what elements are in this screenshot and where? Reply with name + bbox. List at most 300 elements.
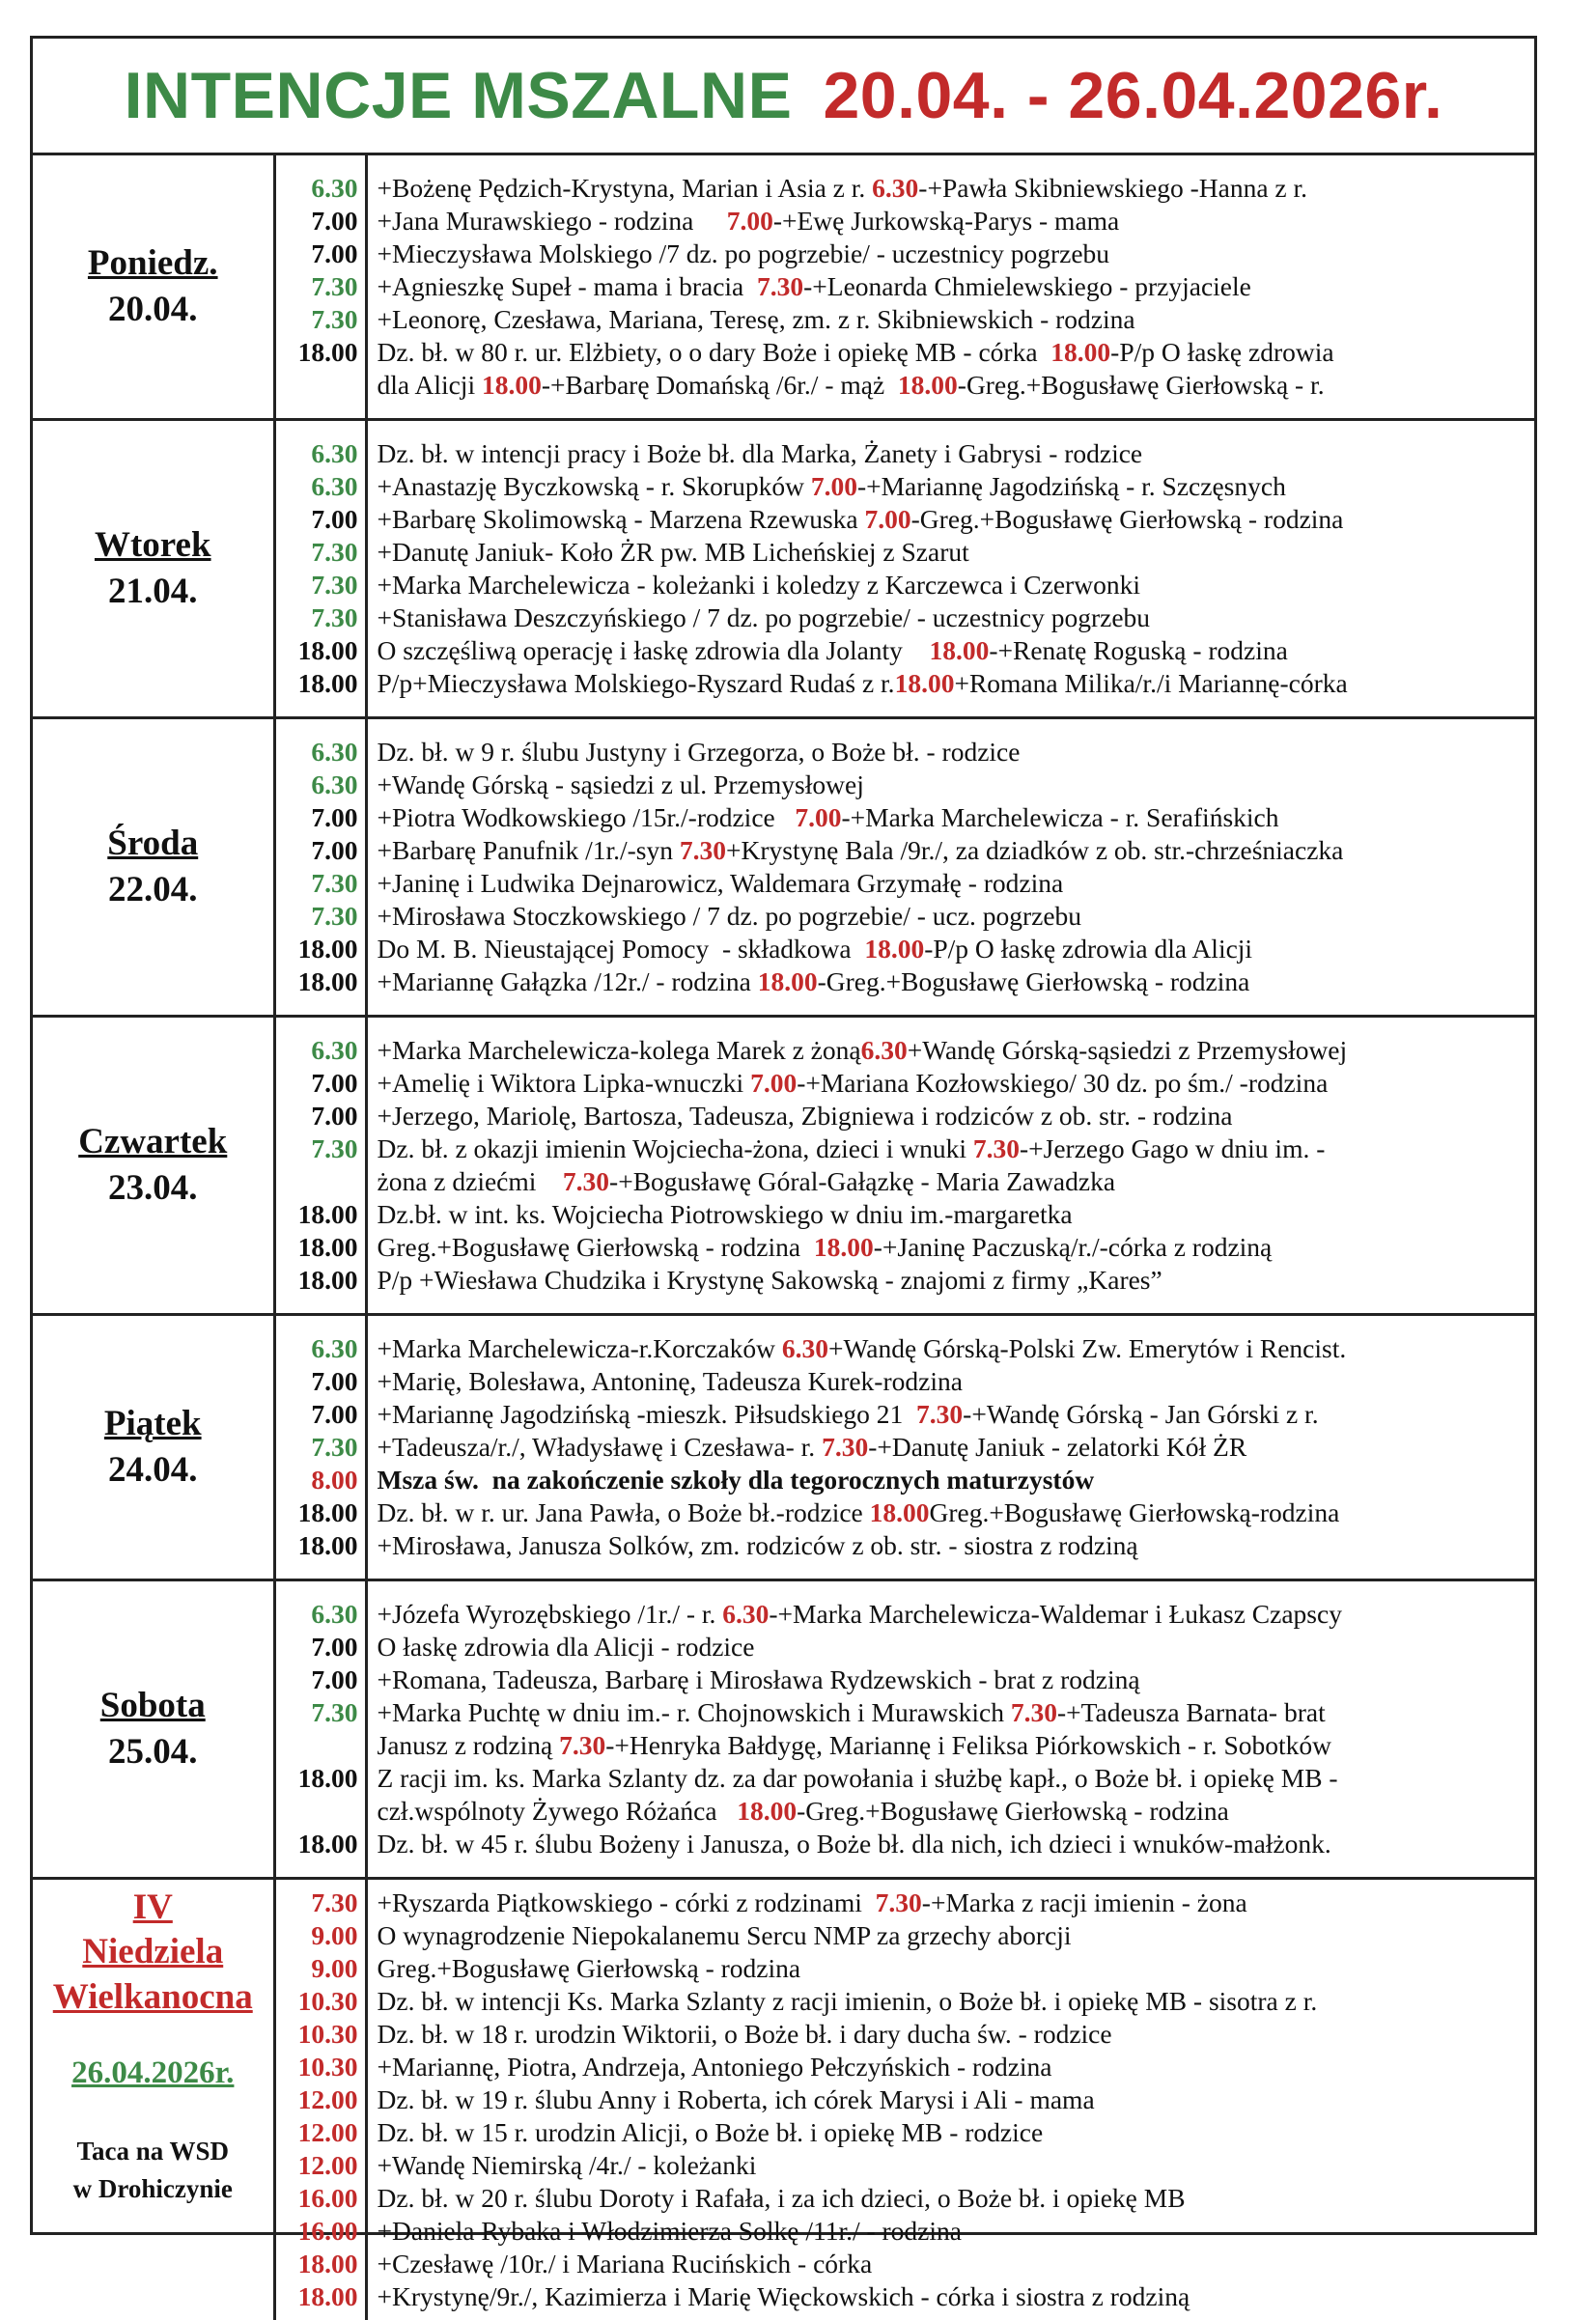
- inline-mass-time: 18.00: [929, 635, 989, 665]
- intention-text: +Mirosława Stoczkowskiego / 7 dz. po pogrzebie/ - ucz. pogrzebu: [378, 901, 1082, 931]
- mass-time: 18.00: [276, 2248, 358, 2280]
- inline-mass-time: 6.30: [872, 173, 918, 203]
- intention-line-content: [378, 172, 1308, 205]
- intention-text: -P/p O łaskę zdrowia: [1110, 337, 1333, 367]
- intention-line-content: [378, 470, 1286, 503]
- intention-text: -+Marka z racji imienin - żona: [922, 1887, 1247, 1917]
- intention-line-content: [378, 336, 1334, 369]
- intention-line: [378, 569, 1535, 601]
- mass-time: 18.00: [276, 1828, 358, 1860]
- intention-line: [378, 1529, 1535, 1562]
- mass-time: 7.30: [276, 900, 358, 933]
- inline-mass-time: 7.30: [822, 1432, 868, 1462]
- intention-line-content: [378, 205, 1120, 238]
- intention-text: Dz. bł. w intencji Ks. Marka Szlanty z racji imienin, o Boże bł. i opiekę MB - sisotra z r.: [378, 1986, 1318, 2016]
- intention-text: P/p +Wiesława Chudzika i Krystynę Sakowską - znajomi z firmy „Kares”: [378, 1265, 1162, 1295]
- intention-line-content: [378, 270, 1251, 303]
- intention-text: +Czesławę /10r./ i Mariana Rucińskich - córka: [378, 2249, 873, 2278]
- intention-text: -+Renatę Roguską - rodzina: [989, 635, 1288, 665]
- intention-line-content: [378, 2215, 962, 2248]
- inline-mass-time: 7.30: [1011, 1697, 1057, 1727]
- intention-text: +Romana Milika/r./i Mariannę-córka: [954, 668, 1347, 698]
- intention-line-content: [378, 900, 1082, 933]
- intention-line-content: [378, 1696, 1326, 1729]
- inline-mass-time: 7.00: [750, 1068, 797, 1098]
- day-row: [33, 1580, 1534, 1879]
- intention-line-content: [378, 933, 1253, 965]
- mass-time: 18.00: [276, 1264, 358, 1297]
- times-cell: [274, 1879, 366, 2320]
- day-date: 21.04.: [33, 569, 273, 615]
- mass-time: 7.30: [276, 270, 358, 303]
- mass-time: 7.30: [276, 536, 358, 569]
- intention-text: +Wandę Niemirską /4r./ - koleżanki: [378, 2150, 757, 2180]
- intention-line-content: [378, 369, 1325, 402]
- intention-text: +Marka Marchelewicza-r.Korczaków: [378, 1333, 782, 1363]
- mass-time: 7.00: [276, 1663, 358, 1696]
- intention-text: -+Henryka Bałdygę, Mariannę i Feliksa Piórkowskich - r. Sobotków: [605, 1730, 1331, 1760]
- inline-mass-time: 7.30: [563, 1166, 609, 1196]
- intention-text: +Krystynę/9r./, Kazimierza i Marię Więckowskich - córka i siostra z rodziną: [378, 2281, 1190, 2311]
- intention-text: +Mariannę Gałązka /12r./ - rodzina: [378, 966, 758, 996]
- intention-text: Greg.+Bogusławę Gierłowską - rodzina: [378, 1953, 801, 1983]
- intentions-table: [33, 155, 1534, 2320]
- mass-time: 18.00: [276, 2280, 358, 2313]
- intention-line: [378, 1264, 1535, 1297]
- intention-line-content: [378, 2149, 757, 2182]
- intention-line: [378, 369, 1535, 402]
- intention-text: -+Ewę Jurkowską-Parys - mama: [773, 206, 1119, 236]
- intention-text: +Danutę Janiuk- Koło ŻR pw. MB Licheńskiej z Szarut: [378, 537, 969, 567]
- mass-time: 7.00: [276, 205, 358, 238]
- intention-text: Do M. B. Nieustającej Pomocy - składkowa: [378, 934, 865, 964]
- day-cell: [33, 1315, 274, 1580]
- times-cell: [274, 718, 366, 1017]
- page-title: INTENCJE MSZALNE: [125, 59, 793, 132]
- intention-text: +Mariannę Jagodzińską -mieszk. Piłsudskiego 21: [378, 1399, 917, 1429]
- mass-time: 6.30: [276, 1034, 358, 1067]
- intention-text: Z racji im. ks. Marka Szlanty dz. za dar powołania i służbę kapł., o Boże bł. i opiekę MB -: [378, 1763, 1338, 1793]
- intention-line-content: [378, 1165, 1116, 1198]
- mass-time: 7.00: [276, 1365, 358, 1398]
- intention-line-content: [378, 1598, 1342, 1631]
- intention-text: +Mariannę, Piotra, Andrzeja, Antoniego Pełczyńskich - rodzina: [378, 2052, 1052, 2082]
- intention-text: -+Tadeusza Barnata- brat: [1057, 1697, 1326, 1727]
- intention-line: [378, 2149, 1535, 2182]
- intention-text: +Stanisława Deszczyńskiego / 7 dz. po pogrzebie/ - uczestnicy pogrzebu: [378, 602, 1151, 632]
- intention-line: [378, 470, 1535, 503]
- intention-line-content: [378, 2182, 1186, 2215]
- intention-line-content: [378, 2280, 1190, 2313]
- intention-text: Dz. bł. w r. ur. Jana Pawła, o Boże bł.-rodzice: [378, 1497, 870, 1527]
- intention-text: Dz. bł. z okazji imienin Wojciecha-żona, dzieci i wnuki: [378, 1133, 973, 1163]
- intention-text: Greg.+Bogusławę Gierłowską-rodzina: [930, 1497, 1340, 1527]
- intention-text: dla Alicji: [378, 370, 482, 400]
- inline-mass-time: 18.00: [898, 370, 958, 400]
- intention-line: [378, 834, 1535, 867]
- intention-text: +Marka Marchelewicza-kolega Marek z żoną: [378, 1035, 861, 1065]
- inline-mass-time: 7.00: [727, 206, 773, 236]
- intention-line-content: [378, 1631, 755, 1663]
- intention-text: czł.wspólnoty Żywego Różańca: [378, 1796, 738, 1826]
- intentions-cell: [366, 155, 1534, 420]
- intention-line: [378, 1198, 1535, 1231]
- day-row: [33, 420, 1534, 718]
- intention-text: +Wandę Górską - sąsiedzi z ul. Przemysłowej: [378, 769, 864, 799]
- mass-time: 18.00: [276, 1529, 358, 1562]
- intention-line-content: [378, 303, 1135, 336]
- intention-text: -Greg.+Bogusławę Gierłowską - r.: [958, 370, 1325, 400]
- intention-line-content: [378, 1365, 963, 1398]
- day-date: 20.04.: [33, 287, 273, 333]
- mass-time: [276, 369, 358, 402]
- mass-time: 16.00: [276, 2215, 358, 2248]
- day-cell: [33, 718, 274, 1017]
- mass-time: 12.00: [276, 2083, 358, 2116]
- intention-text: -+Danutę Janiuk - zelatorki Kół ŻR: [868, 1432, 1246, 1462]
- intention-text: -P/p O łaskę zdrowia dla Alicji: [924, 934, 1252, 964]
- mass-time: 18.00: [276, 1231, 358, 1264]
- intentions-cell: [366, 718, 1534, 1017]
- intention-text: Msza św. na zakończenie szkoły dla tegorocznych maturzystów: [378, 1465, 1095, 1495]
- mass-time: 10.30: [276, 2018, 358, 2051]
- intentions-sheet: [30, 36, 1537, 2235]
- day-name: Wtorek: [33, 522, 273, 569]
- intention-text: +Marię, Bolesława, Antoninę, Tadeusza Kurek-rodzina: [378, 1366, 963, 1396]
- intention-text: +Marka Marchelewicza - koleżanki i koledzy z Karczewca i Czerwonki: [378, 570, 1140, 600]
- intention-line: [378, 1431, 1535, 1464]
- times-cell: [274, 1580, 366, 1879]
- mass-time: 18.00: [276, 965, 358, 998]
- day-name: Środa: [33, 821, 273, 867]
- intention-line-content: [378, 769, 864, 801]
- intention-line-content: [378, 1067, 1329, 1100]
- intention-line-content: [378, 2248, 873, 2280]
- inline-mass-time: 7.30: [876, 1887, 922, 1917]
- intention-line: [378, 1067, 1535, 1100]
- intention-text: +Agnieszkę Supeł - mama i bracia: [378, 271, 758, 301]
- intention-line: [378, 503, 1535, 536]
- intention-text: -+Mariannę Jagodzińską - r. Szczęsnych: [857, 471, 1286, 501]
- intention-line-content: [378, 667, 1348, 700]
- intention-line: [378, 1828, 1535, 1860]
- intention-line: [378, 437, 1535, 470]
- intention-line: [378, 1100, 1535, 1132]
- intention-text: +Mieczysława Molskiego /7 dz. po pogrzebie/ - uczestnicy pogrzebu: [378, 238, 1110, 268]
- intention-line-content: [378, 1464, 1095, 1496]
- mass-time: 7.00: [276, 1398, 358, 1431]
- intention-line-content: [378, 1431, 1247, 1464]
- mass-time: [276, 1729, 358, 1762]
- mass-time: 7.00: [276, 834, 358, 867]
- intention-line-content: [378, 1762, 1338, 1795]
- intention-text: Dz. bł. w 18 r. urodzin Wiktorii, o Boże bł. i dary ducha św. - rodzice: [378, 2019, 1112, 2049]
- intention-text: +Daniela Rybaka i Włodzimierza Solkę /11r./ - rodzina: [378, 2216, 962, 2246]
- inline-mass-time: 7.30: [757, 271, 803, 301]
- day-name: Piątek: [33, 1401, 273, 1447]
- intention-line-content: [378, 1332, 1347, 1365]
- intention-text: -+Barbarę Domańską /6r./ - mąż: [542, 370, 898, 400]
- intention-line-content: [378, 736, 1021, 769]
- intention-line-content: [378, 965, 1250, 998]
- mass-time: 6.30: [276, 470, 358, 503]
- day-cell: [33, 420, 274, 718]
- intentions-cell: [366, 1315, 1534, 1580]
- intention-line-content: [378, 1264, 1162, 1297]
- intention-text: +Romana, Tadeusza, Barbarę i Mirosława Rydzewskich - brat z rodziną: [378, 1664, 1140, 1694]
- inline-mass-time: 7.00: [865, 504, 911, 534]
- day-name-line: Niedziela: [33, 1930, 273, 1974]
- intention-line-content: [378, 1828, 1331, 1860]
- mass-time: 8.00: [276, 1464, 358, 1496]
- times-cell: [274, 1017, 366, 1315]
- intention-line-content: [378, 1198, 1073, 1231]
- day-name: Sobota: [33, 1683, 273, 1729]
- mass-time: 16.00: [276, 2182, 358, 2215]
- intention-line-content: [378, 2083, 1095, 2116]
- intention-text: +Józefa Wyrozębskiego /1r./ - r.: [378, 1599, 723, 1629]
- intention-line: [378, 1663, 1535, 1696]
- mass-time: 7.30: [276, 867, 358, 900]
- intention-line: [378, 1165, 1535, 1198]
- inline-mass-time: 7.30: [973, 1133, 1020, 1163]
- inline-mass-time: 7.00: [811, 471, 857, 501]
- intention-line: [378, 867, 1535, 900]
- intention-line-content: [378, 437, 1143, 470]
- intention-text: +Marka Puchtę w dniu im.- r. Chojnowskich i Murawskich: [378, 1697, 1011, 1727]
- inline-mass-time: 18.00: [864, 934, 924, 964]
- inline-mass-time: 18.00: [758, 966, 818, 996]
- intention-line-content: [378, 1496, 1340, 1529]
- mass-time: 18.00: [276, 1762, 358, 1795]
- intention-text: +Janinę i Ludwika Dejnarowicz, Waldemara Grzymałę - rodzina: [378, 868, 1064, 898]
- intention-text: O łaskę zdrowia dla Alicji - rodzice: [378, 1632, 755, 1662]
- intention-line-content: [378, 1985, 1318, 2018]
- times-cell: [274, 155, 366, 420]
- intention-line: [378, 238, 1535, 270]
- mass-time: 7.30: [276, 601, 358, 634]
- mass-time: 7.00: [276, 503, 358, 536]
- intention-line: [378, 801, 1535, 834]
- day-name-line: IV: [33, 1886, 273, 1930]
- mass-time: 7.30: [276, 1431, 358, 1464]
- intention-line: [378, 1919, 1535, 1952]
- intention-line: [378, 1762, 1535, 1795]
- date-range: 20.04. - 26.04.2026r.: [823, 59, 1442, 132]
- intention-line-content: [378, 536, 969, 569]
- intention-text: -+Bogusławę Góral-Gałązkę - Maria Zawadzka: [609, 1166, 1115, 1196]
- intention-line: [378, 1952, 1535, 1985]
- intention-line-content: [378, 834, 1344, 867]
- intention-text: -Greg.+Bogusławę Gierłowską - rodzina: [818, 966, 1250, 996]
- intention-text: -+Marka Marchelewicza - r. Serafińskich: [841, 802, 1278, 832]
- intentions-cell: [366, 1580, 1534, 1879]
- mass-time: 18.00: [276, 667, 358, 700]
- intention-text: -+Pawła Skibniewskiego -Hanna z r.: [918, 173, 1307, 203]
- intention-line: [378, 1985, 1535, 2018]
- intention-text: -+Marka Marchelewicza-Waldemar i Łukasz Czapscy: [769, 1599, 1342, 1629]
- intention-line-content: [378, 2116, 1044, 2149]
- mass-time: 7.30: [276, 569, 358, 601]
- intention-text: -+Mariana Kozłowskiego/ 30 dz. po śm./ -rodzina: [797, 1068, 1328, 1098]
- intention-text: Dz. bł. w 19 r. ślubu Anny i Roberta, ich córek Marysi i Ali - mama: [378, 2084, 1095, 2114]
- intention-line: [378, 2182, 1535, 2215]
- mass-time: 9.00: [276, 1919, 358, 1952]
- intention-line-content: [378, 634, 1288, 667]
- inline-mass-time: 7.30: [559, 1730, 605, 1760]
- mass-time: 18.00: [276, 1198, 358, 1231]
- intention-text: P/p+Mieczysława Molskiego-Ryszard Rudaś z r.: [378, 668, 895, 698]
- intention-line: [378, 2018, 1535, 2051]
- intention-text: żona z dziećmi: [378, 1166, 563, 1196]
- intention-text: +Bożenę Pędzich-Krystyna, Marian i Asia z r.: [378, 173, 873, 203]
- intention-line: [378, 1696, 1535, 1729]
- mass-time: 7.30: [276, 1696, 358, 1729]
- day-date: 23.04.: [33, 1165, 273, 1212]
- intention-line: [378, 172, 1535, 205]
- intention-text: +Anastazję Byczkowską - r. Skorupków: [378, 471, 811, 501]
- day-cell: [33, 1017, 274, 1315]
- intention-line: [378, 1132, 1535, 1165]
- intention-line: [378, 1729, 1535, 1762]
- intentions-cell: [366, 1017, 1534, 1315]
- intention-text: +Mirosława, Janusza Solków, zm. rodziców z ob. str. - siostra z rodziną: [378, 1530, 1138, 1560]
- intention-line: [378, 1365, 1535, 1398]
- intention-line: [378, 1631, 1535, 1663]
- inline-mass-time: 18.00: [737, 1796, 797, 1826]
- intention-line-content: [378, 2051, 1052, 2083]
- mass-time: 12.00: [276, 2116, 358, 2149]
- collection-note: [33, 2133, 273, 2208]
- intentions-cell: [366, 1879, 1534, 2320]
- mass-time: 10.30: [276, 1985, 358, 2018]
- intention-text: +Wandę Górską-Polski Zw. Emerytów i Rencist.: [828, 1333, 1346, 1363]
- intention-text: Greg.+Bogusławę Gierłowską - rodzina: [378, 1232, 814, 1262]
- mass-time: 6.30: [276, 437, 358, 470]
- intention-text: -+Wandę Górską - Jan Górski z r.: [963, 1399, 1318, 1429]
- intention-line-content: [378, 1034, 1348, 1067]
- intention-line: [378, 2280, 1535, 2313]
- mass-time: [276, 1165, 358, 1198]
- day-date: 24.04.: [33, 1447, 273, 1494]
- mass-time: 18.00: [276, 1496, 358, 1529]
- mass-time: 6.30: [276, 769, 358, 801]
- inline-mass-time: 6.30: [722, 1599, 769, 1629]
- intention-line: [378, 2215, 1535, 2248]
- inline-mass-time: 18.00: [814, 1232, 874, 1262]
- intention-line-content: [378, 1952, 801, 1985]
- intention-line-content: [378, 1529, 1138, 1562]
- intention-text: Dz.bł. w int. ks. Wojciecha Piotrowskiego w dniu im.-margaretka: [378, 1199, 1073, 1229]
- intention-text: Dz. bł. w 80 r. ur. Elżbiety, o o dary Boże i opiekę MB - córka: [378, 337, 1051, 367]
- mass-time: 7.00: [276, 238, 358, 270]
- intention-text: -Greg.+Bogusławę Gierłowską - rodzina: [911, 504, 1344, 534]
- intention-line: [378, 2051, 1535, 2083]
- intention-line: [378, 303, 1535, 336]
- intention-line: [378, 336, 1535, 369]
- intention-line-content: [378, 1919, 1072, 1952]
- intention-line-content: [378, 238, 1110, 270]
- intention-line-content: [378, 1795, 1229, 1828]
- intention-line: [378, 1464, 1535, 1496]
- inline-mass-time: 18.00: [895, 668, 955, 698]
- intention-line: [378, 270, 1535, 303]
- times-cell: [274, 420, 366, 718]
- intention-text: +Amelię i Wiktora Lipka-wnuczki: [378, 1068, 751, 1098]
- intention-text: +Jerzego, Mariolę, Bartosza, Tadeusza, Zbigniewa i rodziców z ob. str. - rodzina: [378, 1101, 1233, 1131]
- inline-mass-time: 18.00: [1050, 337, 1110, 367]
- day-row: [33, 155, 1534, 420]
- day-name-line: Wielkanocna: [33, 1975, 273, 2020]
- inline-mass-time: 18.00: [870, 1497, 930, 1527]
- intention-line: [378, 1398, 1535, 1431]
- day-row: [33, 1017, 1534, 1315]
- intention-line-content: [378, 1100, 1233, 1132]
- intention-text: +Leonorę, Czesława, Mariana, Teresę, zm. z r. Skibniewskich - rodzina: [378, 304, 1135, 334]
- intention-line-content: [378, 503, 1344, 536]
- inline-mass-time: 7.30: [916, 1399, 963, 1429]
- mass-time: 18.00: [276, 336, 358, 369]
- intention-line-content: [378, 801, 1279, 834]
- intention-line: [378, 769, 1535, 801]
- intention-line: [378, 1496, 1535, 1529]
- intention-text: +Wandę Górską-sąsiedzi z Przemysłowej: [908, 1035, 1347, 1065]
- intention-text: Dz. bł. w 45 r. ślubu Bożeny i Janusza, o Boże bł. dla nich, ich dzieci i wnuków-małżonk.: [378, 1829, 1331, 1859]
- intention-line: [378, 2116, 1535, 2149]
- intention-line-content: [378, 2018, 1112, 2051]
- inline-mass-time: 7.00: [795, 802, 841, 832]
- intention-text: O szczęśliwą operację i łaskę zdrowia dla Jolanty: [378, 635, 930, 665]
- intention-line: [378, 1231, 1535, 1264]
- intention-text: +Jana Murawskiego - rodzina: [378, 206, 727, 236]
- intention-text: Dz. bł. w 15 r. urodzin Alicji, o Boże bł. i opiekę MB - rodzice: [378, 2117, 1044, 2147]
- intention-text: Dz. bł. w 9 r. ślubu Justyny i Grzegorza, o Boże bł. - rodzice: [378, 737, 1021, 767]
- intention-text: -Greg.+Bogusławę Gierłowską - rodzina: [797, 1796, 1229, 1826]
- inline-mass-time: 6.30: [861, 1035, 908, 1065]
- mass-time: 18.00: [276, 933, 358, 965]
- mass-time: 7.00: [276, 1100, 358, 1132]
- intention-text: +Barbarę Skolimowską - Marzena Rzewuska: [378, 504, 865, 534]
- intention-line-content: [378, 1132, 1326, 1165]
- inline-mass-time: 18.00: [482, 370, 542, 400]
- intention-line: [378, 965, 1535, 998]
- intention-text: -+Jerzego Gago w dniu im. -: [1020, 1133, 1325, 1163]
- intention-line: [378, 1332, 1535, 1365]
- mass-time: 18.00: [276, 634, 358, 667]
- mass-time: 6.30: [276, 736, 358, 769]
- intention-text: Janusz z rodziną: [378, 1730, 560, 1760]
- title-row: [33, 39, 1534, 155]
- mass-time: 7.30: [276, 1887, 358, 1919]
- intention-text: +Tadeusza/r./, Władysławę i Czesława- r.: [378, 1432, 823, 1462]
- mass-time: 7.30: [276, 1132, 358, 1165]
- intention-text: -+Janinę Paczuską/r./-córka z rodziną: [874, 1232, 1273, 1262]
- intention-text: +Piotra Wodkowskiego /15r./-rodzice: [378, 802, 796, 832]
- intention-line-content: [378, 601, 1151, 634]
- mass-time: 6.30: [276, 1598, 358, 1631]
- mass-time: 7.00: [276, 801, 358, 834]
- mass-time: [276, 1795, 358, 1828]
- intention-line-content: [378, 1729, 1332, 1762]
- inline-mass-time: 7.30: [680, 835, 726, 865]
- intention-line-content: [378, 1398, 1319, 1431]
- day-row: [33, 718, 1534, 1017]
- day-row: [33, 1879, 1534, 2320]
- mass-time: 12.00: [276, 2149, 358, 2182]
- mass-time: 7.00: [276, 1067, 358, 1100]
- intention-line-content: [378, 1887, 1247, 1919]
- intention-line: [378, 536, 1535, 569]
